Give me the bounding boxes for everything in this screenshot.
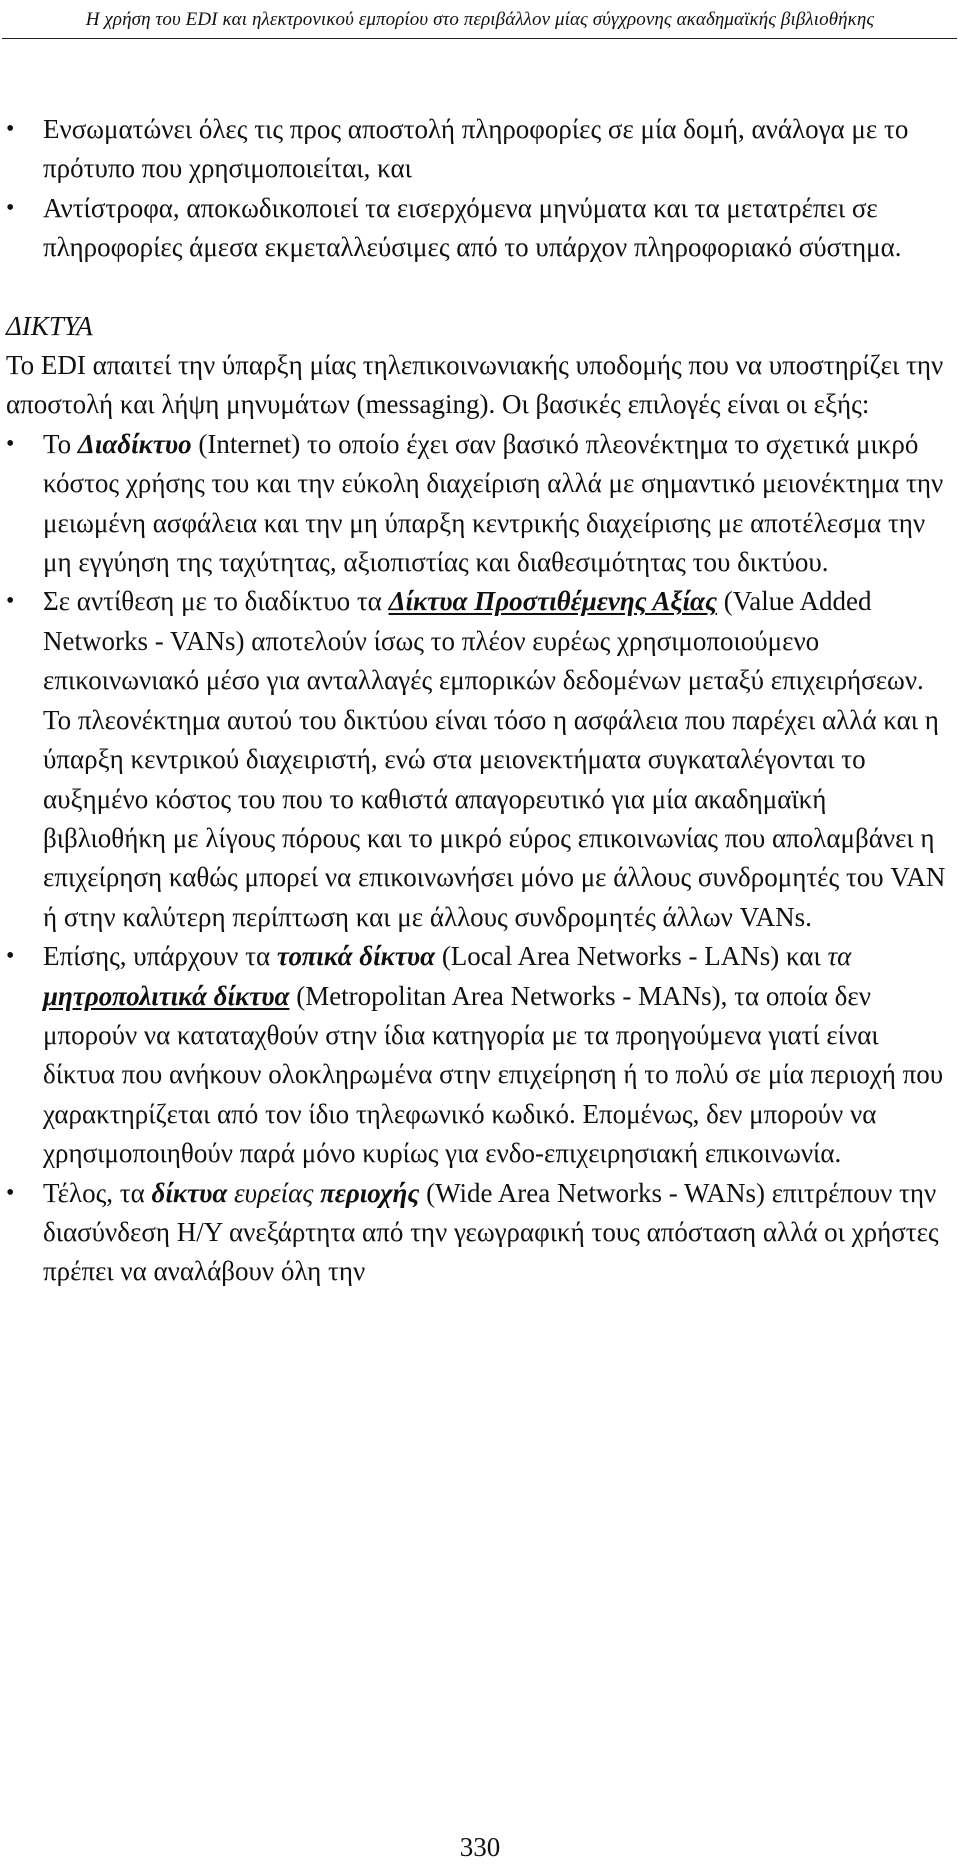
section-heading: ΔΙΚΤΥΑ (6, 310, 93, 341)
text-run-italic: ευρείας (227, 1177, 321, 1208)
bullet-text: Αντίστροφα, αποκωδικοποιεί τα εισερχόμενα μηνύματα και τα μετατρέπει σε πληροφορίες άμεσα εκμεταλλεύσιμες από το υπάρχον πληροφοριακό σύστημα. (43, 192, 902, 263)
section-intro: Το EDI απαιτεί την ύπαρξη μίας τηλεπικοινωνιακής υποδομής που να υποστηρίζει την αποστολή και λήψη μηνυμάτων (messaging). Οι βασικές επιλογές είναι οι εξής: (6, 350, 944, 420)
text-run-italic: τα (827, 941, 852, 972)
bullet-icon: • (6, 116, 15, 142)
term-lan: τοπικά δίκτυα (276, 941, 436, 972)
term-wan-2: περιοχής (320, 1177, 420, 1208)
page-number: 330 (459, 1832, 501, 1862)
text-run: (Value Added Networks - VANs) αποτελούν ίσως το πλέον ευρέως χρησιμοποιούμενο επικοινωνιακό μέσο για ανταλλαγές εμπορικών δεδομένων μεταξύ επιχειρήσεων. Το πλεονέκτημα αυτού του δικτύου είναι τόσο η ασφάλεια που παρέχει αλλά και η ύπαρξη κεντρικού διαχειριστή, ενώ στα μειονεκτήματα συγκαταλέγονται το αυξημένο κόστος του που το καθιστά απαγορευτικό για μία ακαδημαϊκή βιβλιοθήκη με λίγους πόρους και το μικρό εύρος επικοινωνίας που απολαμβάνει η επιχείρηση καθώς μπορεί να επικοινωνήσει μόνο με άλλους συνδρομητές του VAN ή στην καλύτερη περίπτωση και με άλλους συνδρομητές άλλων VANs. (43, 586, 946, 932)
bullet-icon: • (6, 588, 15, 615)
bullet-icon: • (6, 943, 15, 970)
header-divider (2, 38, 957, 39)
term-van: Δίκτυα Προστιθέμενης Αξίας (388, 586, 718, 617)
text-run: Επίσης, υπάρχουν τα (43, 941, 277, 972)
list-item-internet (6, 425, 954, 583)
term-wan-1: δίκτυα (151, 1177, 228, 1208)
list-item (6, 189, 954, 268)
network-bullet-list (6, 425, 954, 1292)
running-header: Η χρήση του EDI και ηλεκτρονικού εμπορίου στο περιβάλλον μίας σύγχρονης ακαδημαϊκής βιβλιοθήκης (85, 9, 875, 30)
bullet-icon: • (6, 430, 15, 457)
text-run: Το (43, 428, 78, 459)
section-spacer (6, 268, 954, 307)
bullet-icon: • (6, 1179, 15, 1206)
intro-bullet-list (6, 110, 954, 268)
term-internet: Διαδίκτυο (77, 428, 192, 459)
text-run: (Internet) το οποίο έχει σαν βασικό πλεονέκτημα το σχετικά μικρό κόστος χρήσης του και την εύκολη διαχείριση αλλά με σημαντικό μειονέκτημα την μειωμένη ασφάλεια και την μη ύπαρξη κεντρικής διαχείρισης με αποτέλεσμα την μη εγγύηση της ταχύτητας, αξιοπιστίας και διαθεσιμότητας του δικτύου. (43, 428, 944, 578)
bullet-text: Ενσωματώνει όλες τις προς αποστολή πληροφορίες σε μία δομή, ανάλογα με το πρότυπο που χρησιμοποιείται, και (43, 114, 909, 184)
text-run: Τέλος, τα (43, 1177, 152, 1208)
text-run: (Local Area Networks - LANs) και (435, 941, 828, 972)
term-man: μητροπολιτικά δίκτυα (43, 980, 290, 1011)
text-run: (Metropolitan Area Networks - MANs), τα οποία δεν μπορούν να καταταχθούν στην ίδια κατηγορία με τα προηγούμενα γιατί είναι δίκτυα που ανήκουν ολοκληρωμένα στην επιχείρηση ή το πολύ σε μία περιοχή που χαρακτηρίζεται από τον ίδιο τηλεφωνικό κωδικό. Επομένως, δεν μπορούν να χρησιμοποιηθούν παρά μόνο κυρίως για ενδο-επιχειρησιακή επικοινωνία. (43, 980, 944, 1169)
page-body (6, 110, 954, 1292)
bullet-icon: • (6, 194, 15, 221)
text-run: (Wide Area Networks - WANs) επιτρέπουν την διασύνδεση Η/Υ ανεξάρτητα από την γεωγραφική τους απόσταση αλλά οι χρήστες πρέπει να αναλάβουν όλη την (43, 1177, 939, 1287)
list-item (6, 110, 954, 189)
list-item-wan (6, 1174, 954, 1292)
list-item-van (6, 582, 954, 937)
list-item-lan-man (6, 937, 954, 1173)
text-run: Σε αντίθεση με το διαδίκτυο τα (43, 586, 389, 617)
